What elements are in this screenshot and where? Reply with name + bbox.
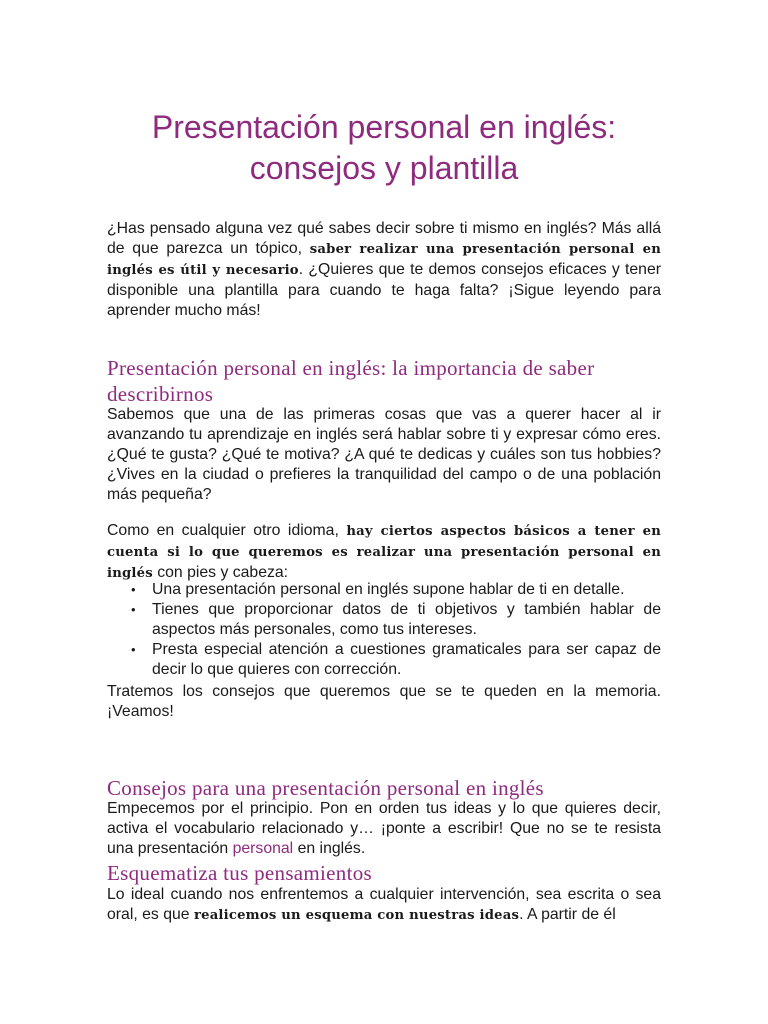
outline-text-2: . A partir de él xyxy=(519,906,616,923)
bullet-icon: • xyxy=(131,602,136,617)
tips-text-2: en inglés. xyxy=(297,840,366,857)
section-heading-importance: Presentación personal en inglés: la importancia de saber describirnos xyxy=(107,356,595,406)
outline-bold-text: realicemos un esquema con nuestras ideas xyxy=(193,908,520,923)
tips-text-1: Empecemos por el principio. Pon en orden tus ideas y lo que quieres decir, activa el vocabulario relacionado y… ¡ponte a escribir! Que no se te resista una presentación xyxy=(107,800,661,857)
bullet-icon: • xyxy=(131,582,136,597)
section-heading-outline: Esquematiza tus pensamientos xyxy=(107,861,373,885)
intro-paragraph xyxy=(107,219,661,321)
list-item xyxy=(107,640,661,680)
page-title-line-1: Presentación personal en inglés: xyxy=(151,109,617,145)
list-item xyxy=(107,600,661,640)
advice-bullet-list xyxy=(107,580,661,680)
bullet-icon: • xyxy=(131,642,136,657)
list-item-text: Presta especial atención a cuestiones gramaticales para ser capaz de decir lo que quieres con corrección. xyxy=(152,641,661,678)
page-title-line-2: consejos y plantilla xyxy=(249,150,519,186)
importance-text-2: con pies y cabeza: xyxy=(157,564,289,581)
intro-bold-text: saber realizar una presentación personal en inglés es útil y necesario xyxy=(107,242,662,278)
list-item xyxy=(107,580,661,600)
intro-text-1: ¿Has pensado alguna vez qué sabes decir sobre ti mismo en inglés? Más allá de que parezca un tópico, xyxy=(107,220,661,257)
list-item-text: Una presentación personal en inglés supone hablar de ti en detalle. xyxy=(152,581,625,598)
intro-text-2: . ¿Quieres que te demos consejos eficaces y tener disponible una plantilla para cuando te haga falta? ¡Sigue leyendo para aprender mucho más! xyxy=(107,261,661,319)
importance-paragraph-1: Sabemos que una de las primeras cosas que vas a querer hacer al ir avanzando tu aprendizaje en inglés será hablar sobre ti y expresar cómo eres. ¿Qué te gusta? ¿Qué te motiva? ¿A qué te dedicas y cuáles son tus hobbies? ¿Vives en la ciudad o prefieres la tranquilidad del campo o de una población más pequeña? xyxy=(107,406,661,503)
importance-text-1: Como en cualquier otro idioma, xyxy=(107,522,339,539)
importance-bold-text: hay ciertos aspectos básicos a tener en cuenta si lo que queremos es realizar una presentación personal en inglés xyxy=(107,524,662,581)
importance-paragraph-2 xyxy=(107,521,661,584)
section-heading-tips: Consejos para una presentación personal en inglés xyxy=(107,776,544,800)
importance-paragraph-3: Tratemos los consejos que queremos que se te queden en la memoria. ¡Veamos! xyxy=(107,683,661,720)
list-item-text: Tienes que proporcionar datos de ti objetivos y también hablar de aspectos más personales, como tus intereses. xyxy=(152,601,661,638)
outline-text-1: Lo ideal cuando nos enfrentemos a cualquier intervención, sea escrita o sea oral, es que xyxy=(107,886,661,923)
page-title xyxy=(107,107,661,189)
tips-paragraph xyxy=(107,799,661,859)
personal-link[interactable]: personal xyxy=(232,840,294,857)
outline-paragraph xyxy=(107,885,661,926)
